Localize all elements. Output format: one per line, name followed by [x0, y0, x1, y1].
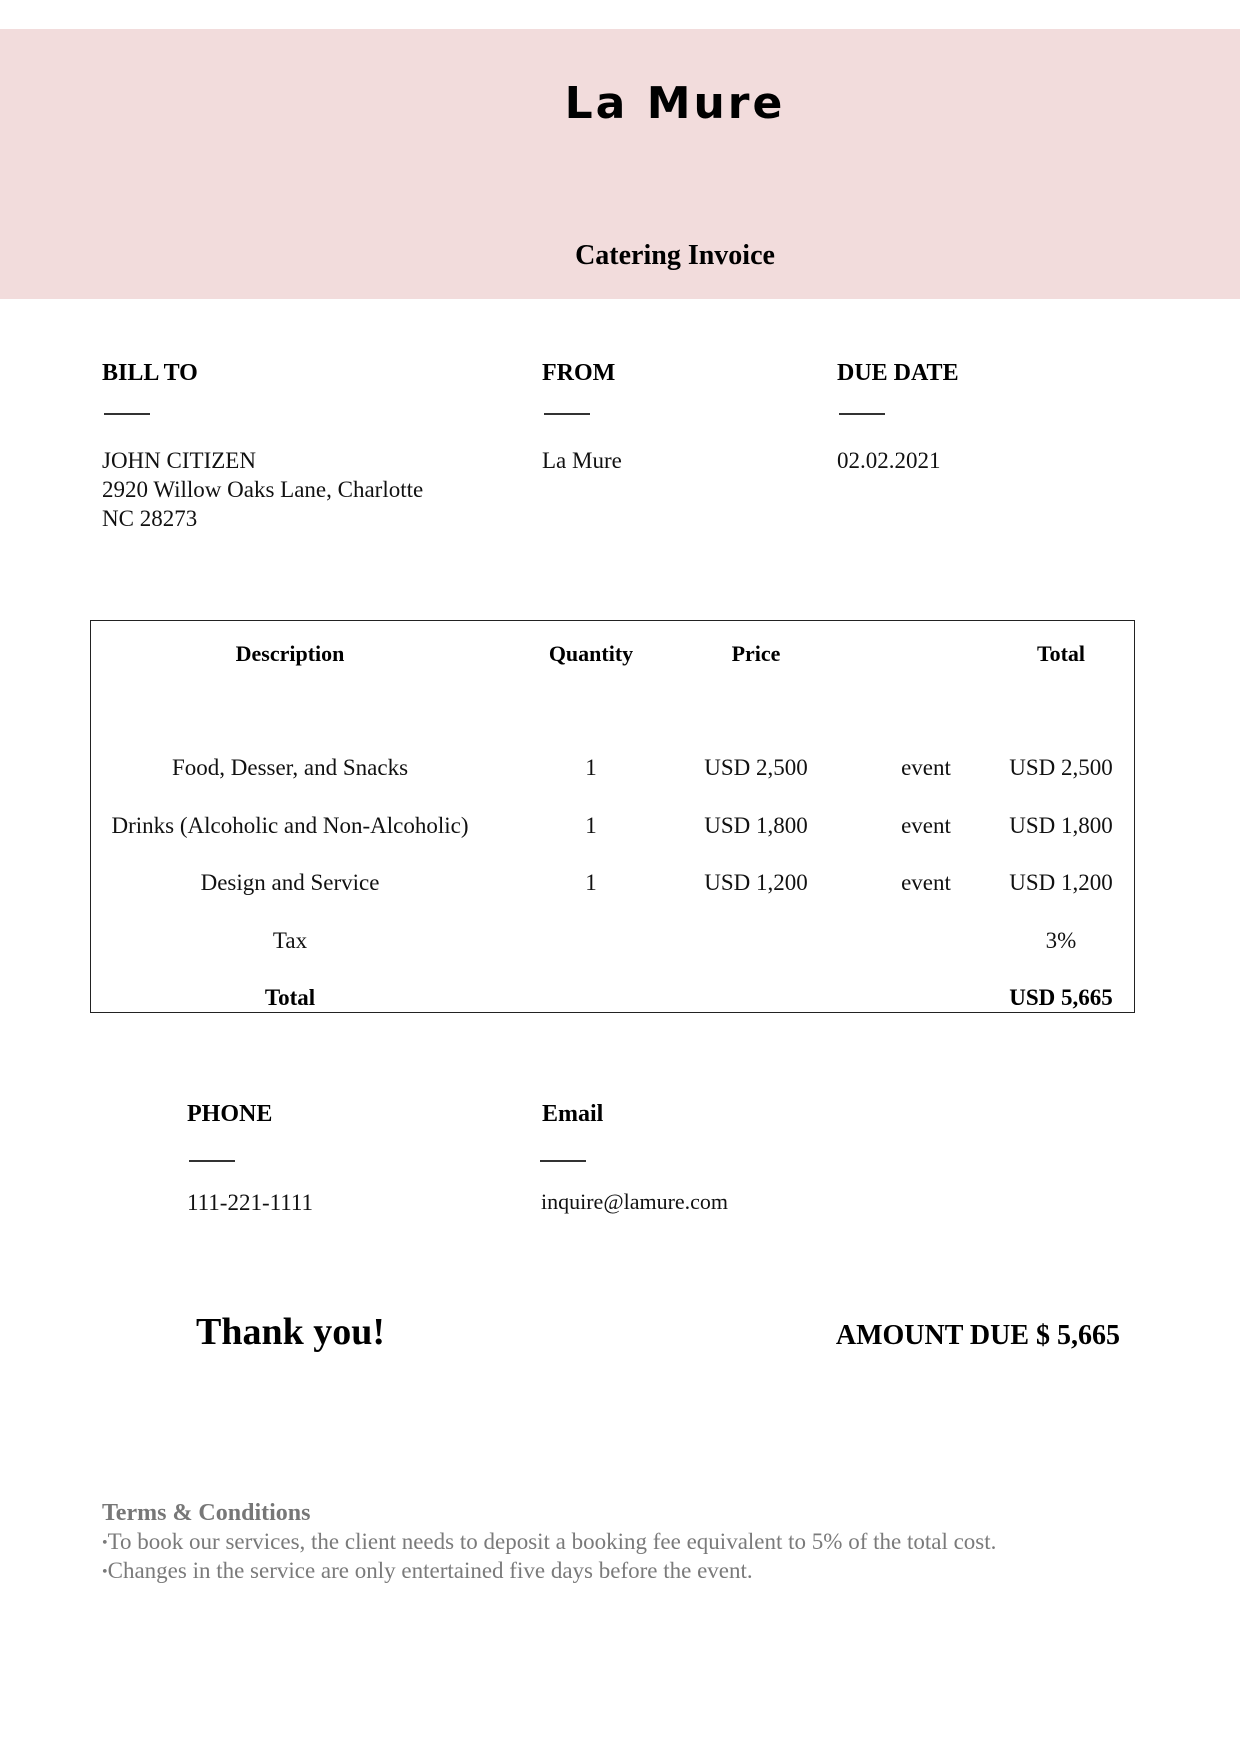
items-table	[90, 620, 1135, 1013]
row-1-quantity: 1	[585, 755, 597, 780]
phone-label: PHONE	[187, 1101, 273, 1127]
terms-item-2	[102, 1558, 753, 1584]
due-date-label: DUE DATE	[837, 360, 959, 386]
row-2-description: Drinks (Alcoholic and Non-Alcoholic)	[111, 813, 469, 838]
row-3-price: USD 1,200	[704, 870, 808, 895]
row-3-unit: event	[901, 870, 951, 895]
row-2-price: USD 1,800	[704, 813, 808, 838]
row-2-quantity: 1	[585, 813, 597, 838]
tax-label: Tax	[272, 928, 308, 953]
row-2-total: USD 1,800	[1009, 813, 1113, 838]
thank-you-text: Thank you!	[196, 1311, 386, 1353]
phone-value: 111-221-1111	[187, 1190, 314, 1215]
from-divider	[544, 413, 590, 415]
row-2-unit: event	[901, 813, 951, 838]
terms-item-2-text: Changes in the service are only entertained five days before the event.	[107, 1558, 753, 1583]
header-description: Description	[235, 641, 345, 666]
row-3-quantity: 1	[585, 870, 597, 895]
grand-total-label: Total	[264, 985, 316, 1010]
header-price: Price	[731, 641, 781, 666]
from-value: La Mure	[542, 448, 622, 473]
row-1-unit: event	[901, 755, 951, 780]
due-date-value: 02.02.2021	[837, 448, 941, 473]
company-logo-text: La Mure	[564, 78, 786, 129]
email-value: inquire@lamure.com	[541, 1189, 729, 1214]
terms-title: Terms & Conditions	[102, 1500, 311, 1526]
bill-to-name: JOHN CITIZEN	[102, 448, 256, 473]
email-label: Email	[542, 1101, 604, 1127]
bill-to-address-line1: 2920 Willow Oaks Lane, Charlotte	[102, 477, 424, 502]
row-1-price: USD 2,500	[704, 755, 808, 780]
terms-item-1	[102, 1529, 996, 1555]
row-3-total: USD 1,200	[1009, 870, 1113, 895]
bullet-icon: •	[102, 1563, 108, 1581]
tax-value: 3%	[1045, 928, 1077, 953]
row-3-description: Design and Service	[200, 870, 380, 895]
phone-divider	[189, 1160, 235, 1162]
document-title: Catering Invoice	[575, 240, 775, 271]
bullet-icon: •	[102, 1534, 108, 1552]
bill-to-divider	[104, 413, 150, 415]
due-date-divider	[839, 413, 885, 415]
row-1-total: USD 2,500	[1009, 755, 1113, 780]
bill-to-label: BILL TO	[102, 360, 198, 386]
from-label: FROM	[542, 360, 616, 386]
bill-to-address-line2: NC 28273	[102, 506, 198, 531]
header-total: Total	[1036, 641, 1086, 666]
header-quantity: Quantity	[548, 641, 634, 666]
email-divider	[540, 1160, 586, 1162]
amount-due: AMOUNT DUE $ 5,665	[835, 1320, 1120, 1351]
terms-item-1-text: To book our services, the client needs to deposit a booking fee equivalent to 5% of the total cost.	[107, 1529, 997, 1554]
grand-total-value: USD 5,665	[1009, 985, 1113, 1010]
row-1-description: Food, Desser, and Snacks	[171, 755, 409, 780]
